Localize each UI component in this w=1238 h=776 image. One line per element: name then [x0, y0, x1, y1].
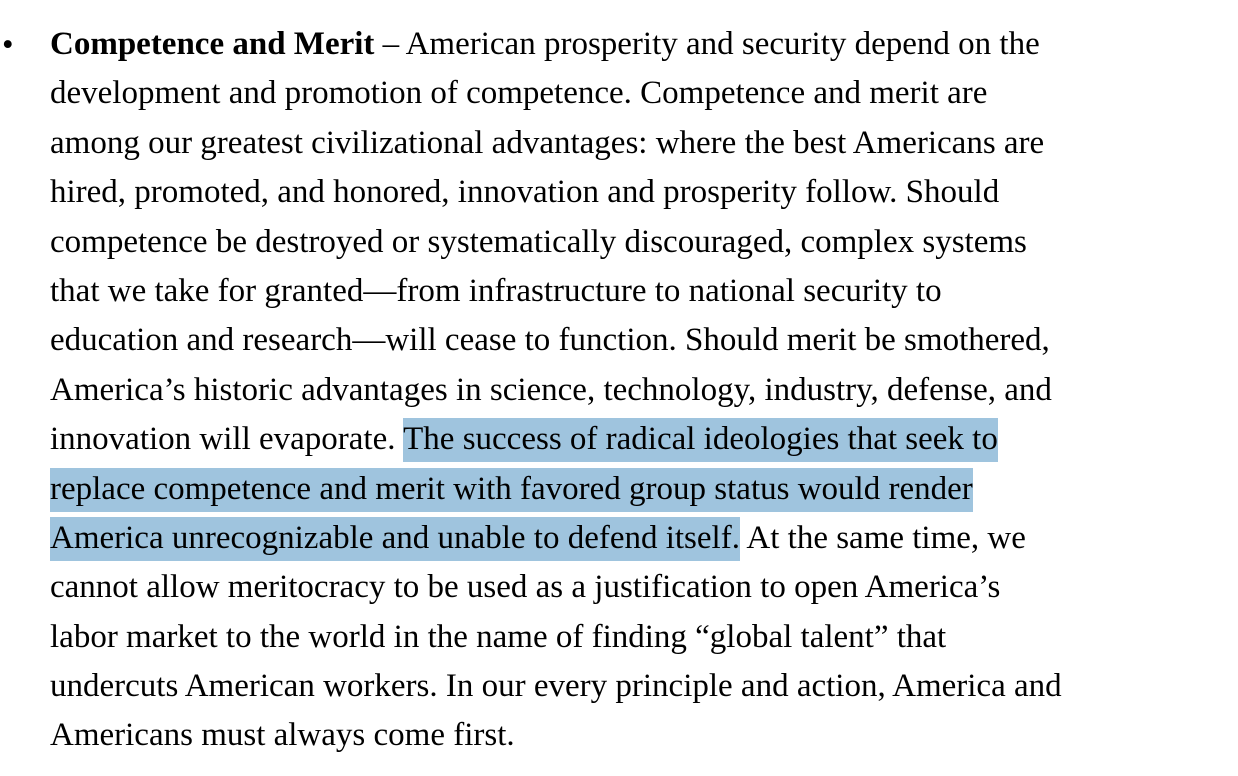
text-line-3[interactable]: among our greatest civilizational advantages: where the best Americans are — [50, 124, 1045, 161]
text-line-15[interactable]: Americans must always come first. — [50, 717, 515, 754]
text-line-12[interactable]: cannot allow meritocracy to be used as a justification to open America’s — [50, 569, 1001, 606]
paragraph-body[interactable] — [50, 20, 1062, 761]
line-text[interactable]: innovation will evaporate. — [50, 421, 404, 458]
text-line-7[interactable]: education and research—will cease to function. Should merit be smothered, — [50, 322, 1050, 359]
text-line-6[interactable]: that we take for granted—from infrastructure to national security to — [50, 272, 942, 309]
line-text[interactable]: At the same time, we — [739, 519, 1026, 556]
text-line-5[interactable]: competence be destroyed or systematically discouraged, complex systems — [50, 223, 1027, 260]
text-line-11[interactable] — [50, 514, 1062, 563]
text-line-2[interactable]: development and promotion of competence. Competence and merit are — [50, 75, 988, 112]
selected-text-highlight[interactable]: replace competence and merit with favored group status would render — [50, 468, 973, 512]
text-line-1[interactable] — [50, 20, 1062, 69]
selected-text-highlight[interactable]: The success of radical ideologies that seek to — [403, 418, 998, 462]
text-line-10[interactable] — [50, 465, 1062, 514]
text-line-14[interactable]: undercuts American workers. In our every principle and action, America and — [50, 668, 1062, 705]
lead-term[interactable]: Competence and Merit — [50, 26, 375, 62]
text-line-13[interactable]: labor market to the world in the name of finding “global talent” that — [50, 618, 947, 655]
bullet-point: • — [2, 27, 14, 63]
selected-text-highlight[interactable]: America unrecognizable and unable to defend itself. — [50, 517, 740, 561]
line-text[interactable]: – American prosperity and security depend on the — [374, 26, 1040, 62]
text-line-4[interactable]: hired, promoted, and honored, innovation and prosperity follow. Should — [50, 174, 1000, 211]
text-line-8[interactable]: America’s historic advantages in science, technology, industry, defense, and — [50, 371, 1052, 408]
text-line-9[interactable] — [50, 415, 1062, 464]
